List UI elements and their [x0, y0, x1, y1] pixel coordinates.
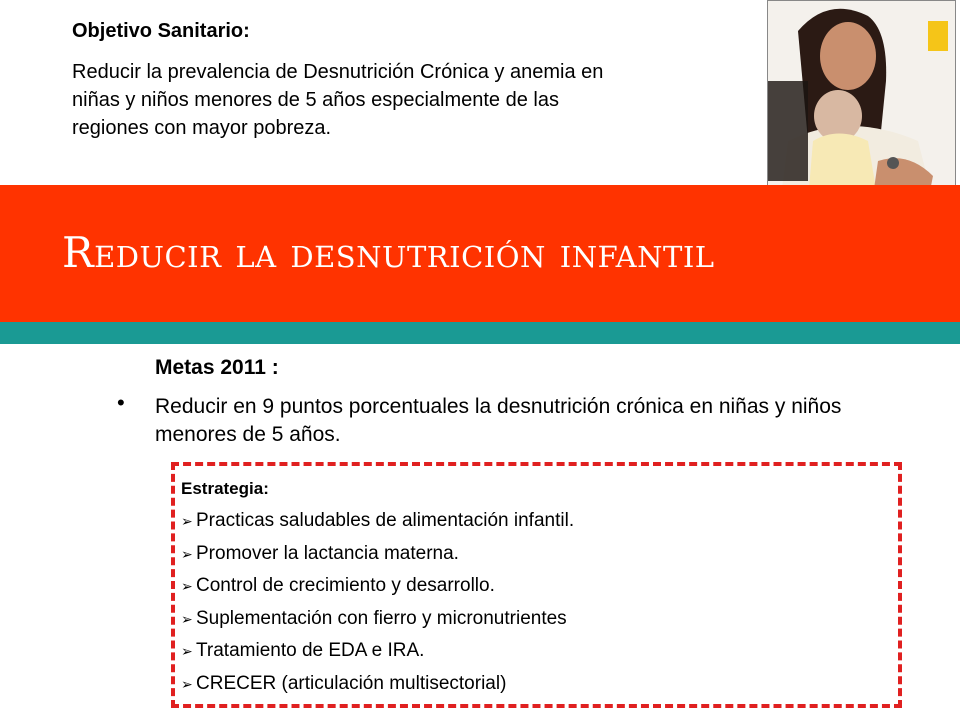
bullet-icon: • [117, 390, 125, 415]
strategy-item-label: Suplementación con fierro y micronutrientes [196, 607, 567, 629]
strategy-item-label: Tratamiento de EDA e IRA. [196, 640, 425, 661]
strategy-item-label: Practicas saludables de alimentación infantil. [196, 510, 575, 531]
strategy-item [181, 538, 574, 571]
teal-divider [0, 322, 960, 344]
strategy-item-label: Promover la lactancia materna. [196, 542, 459, 564]
arrow-bullet-icon: ➢ [181, 610, 193, 627]
strategy-item [181, 603, 574, 636]
goal-text: Reducir en 9 puntos porcentuales la desnutrición crónica en niñas y niños menores de 5 años. [155, 395, 842, 446]
strategy-item [181, 570, 574, 603]
strategy-item [181, 505, 574, 538]
objective-heading: Objetivo Sanitario: [72, 20, 250, 42]
objective-text: Reducir la prevalencia de Desnutrición Crónica y anemia en niñas y niños menores de 5 años especialmente de las regiones con mayor pobreza. [72, 61, 604, 139]
arrow-bullet-icon: ➢ [181, 545, 193, 562]
arrow-bullet-icon: ➢ [181, 643, 193, 659]
banner-title: Reducir la desnutrición infantil [62, 228, 715, 277]
strategy-item-label: Control de crecimiento y desarrollo. [196, 575, 495, 596]
strategy-heading: Estrategia: [181, 479, 269, 498]
strategy-item-label: CRECER (articulación multisectorial) [196, 672, 507, 694]
strategy-item [181, 635, 574, 668]
arrow-bullet-icon: ➢ [181, 513, 193, 529]
arrow-bullet-icon: ➢ [181, 578, 193, 594]
arrow-bullet-icon: ➢ [181, 675, 193, 692]
goals-heading: Metas 2011 : [155, 356, 279, 379]
strategy-item [181, 668, 574, 701]
strategy-list [181, 505, 574, 700]
